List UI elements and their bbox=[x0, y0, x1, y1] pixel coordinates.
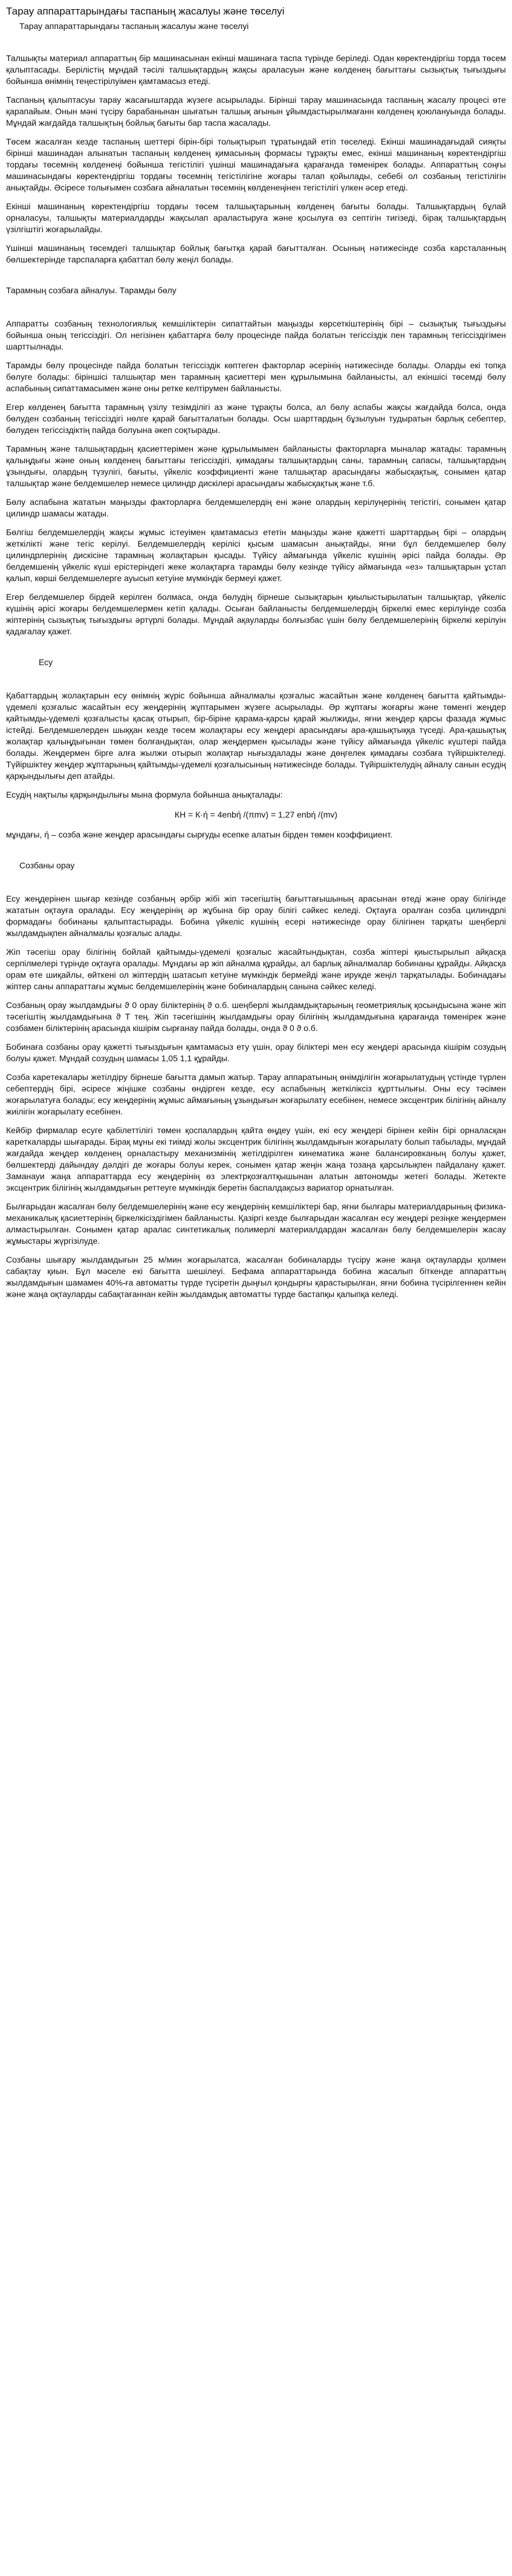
paragraph: Есу жеңдерінен шығар кезінде созбаның әрбір жібі жіп тәсегіштің бағыттағышының арасынан өтеді және орау білігінде жататын оқтауға оралады. Есу жеңдерінің әр жұбына бір орау білігі сәйкес келеді. Оқтауға оралған созба цилиндрлі формадағы бобинаны қалыптастырады. Бобина үйкеліс күшінің есері нәтижесінде орау білігінен тарқаты шеңберлі жылдамдықпен айналмалы қозғалыс алады. bbox=[6, 894, 506, 938]
paragraph: Кейбір фирмалар есуге қабілеттілігі төмен қоспалардың қайта өңдеу үшін, екі есу жеңдері бірінен кейін бірі орналасқан кареткаларды шығарады. Бірақ мұны екі тиімді жолы эксцентрик білігінің жылдамдығын жоғарылату болып табылады, мұндай жағдайда жеңдер көлденең орналастыру механизмінің жетілдірілген кинематика және балансировканың болуы қажет, бөлшектерді дайындау дәлдігі де жоғары болуы керек, сонымен қатар жеңін жаңа тозаңа қарсылықпен пайдалану қажет. Заманауи жаңа аппараттарда есу жеңдерінің өз электрқозғалтқышынан алатын автономды жетегі болады. Жетекте эксцентрик білігінің жылдамдығын реттеуге мүмкіндік беретін баспалдақсыз вариатор орнатылған. bbox=[6, 1125, 506, 1192]
paragraph: Жіп тәсегіш орау білігінің бойлай қайтымды-үдемелі қозғалыс жасайтындықтан, созба жіптері қиыстырылып айқасқа серпілмелері түрінде оқтауға оралады. Мұндағы әр жіп айналма құрайды, ал барлық айналмалар бобинаны құрайды. Айқасқа орам өте шиқайлы, өйткені ол жіптердің шатасып кетуіне мүмкіндік бермейді және ирукде жеңіл тарқатылады. Бобинадағы жіптер саны аппараттағы жұмыс белдемшелерінің және бобиналардың санына сәйкес келеді. bbox=[6, 947, 506, 991]
section-heading: Созбаны орау bbox=[19, 860, 75, 870]
paragraph: Тарамды бөлу процесінде пайда болатын тегіссіздік көптеген факторлар әсерінің нәтижесінде болады. Оларды екі топқа бөлуге болады: біріншісі талшықтар мен тарамның қасиеттері мен құрылымына байланысты, ал екіншісі төсемді бөлу аспабының сипаттамасымен және оны ретке келтірумен байланысты. bbox=[6, 360, 506, 393]
paragraph: Талшықты материал аппараттың бір машинасынан екінші машинаға таспа түрінде беріледі. Одан көректендіргіш торда төсем қалыптасады. Берілістің мұндай тәсілі талшықтардың жақсы араласуын және көлденең бағыттағы сызықтық тығыздығы бойынша өнімнің теңестірілуімен қамтамасыз етеді. bbox=[6, 53, 506, 86]
section-0 bbox=[6, 38, 506, 265]
section-heading: Тарамның созбаға айналуы. Тарамды бөлу bbox=[6, 285, 177, 295]
paragraph: Егер белдемшелер бірдей керілген болмаса, онда бөлудің бірнеше сызықтарын қиылыстырылатын талшықтар, үйкеліс күшінің әрісі жоғары белдемшелермен кетіп қалады. Осыған байланысты белдемшелердің біркелкі емес керілуінде созба жіптерінің сызықтық тығыздығы әртүрлі болады. Мұндай ақауларды болғызбас үшін бөлу белдемшелерінің біркелкі керілуін қадағалау қажет. bbox=[6, 592, 506, 636]
paragraph: Аппаратты созбаның технологиялық кемшіліктерін сипаттайтын маңызды көрсеткіштерінің бірі – сызықтық тығыздығы бойынша оның тегіссіздігі. Ол негізінен қабаттарға бөлу процесінде пайда болатын тегіссіздік пен тарамның тегіссіздігімен шарттылнады. bbox=[6, 319, 506, 351]
page-title: Тарау аппараттарындағы таспаның жасалуы және төселуі bbox=[6, 5, 285, 17]
paragraph: Созба карeтекалары жетілдіру бірнеше бағытта дамып жатыр. Тарау аппаратының өнімділігін жоғарылатудың үстінде түрлен себептердің бірі, әсіресе жіңішке созбаны өндірген кезде, есу аспабының жеткіліксіз құрттылығы. Оны есу тәсімен жоғарылатуға болады; есу жеңдерінің жұмыс аймағының ұзындығын жоғарылату есебінен, немесе эксцентрик білігінің айналу жиілігін жоғарылату есебінен. bbox=[6, 1072, 506, 1116]
paragraph: Екінші машинаның көректендіргіш тордағы төсем талшықтарының көлденең бағыты болады. Талшықтардың бұлай орналасуы, талшықты материалдарды жақсылап араластыруға және қосылуға өз септігін тигізеді, бірақ талшықтардың үзілгіштігі жоғарылайды. bbox=[6, 201, 506, 234]
paragraph: Созбаның орау жылдамдығы ϑ 0 орау біліктерінің ϑ о.б. шеңберлі жылдамдықтарының геометриялық қосындысына және жіп тәсегіштің жылдамдығына ϑ Т тең. Жіп тәсегішінің жылдамдығы орау білігінің жылдамдығына қарағанда төменірек және созбамен біліктерінің арасында кішірім сырғанау пайда болады, онда ϑ 0 ϑ о.б. bbox=[6, 1000, 506, 1033]
paragraph: Бөлу аспабына жататын маңызды факторларға белдемшелердің ені және олардың керілуңерінің тегістігі, сонымен қатар цилиндр шамасы жатады. bbox=[6, 497, 506, 518]
paragraph: Созбаны шығару жылдамдығын 25 м/мин жоғарылатса, жасалған бобиналарды түсіру және жаңа оқтауларды қолмен сабақтау қиын. Бұл мәселе екі бағытта шешілеуі. Бефама аппараттарында бобина жасалып біткенде аппараттың жылдамдығын шамамен 40%-ға автоматты түрде түсіретін дыңғыл қондырғы қарастырылған, яғни бобина түсірілгеннен кейін және жаңа оқтауларды сабақтағаннан кейін жылдамдық автоматты түрде бастапқы қалыпқа келеді. bbox=[6, 1255, 506, 1299]
paragraph: Есудің нақтылы қарқындылығы мына формула бойынша анықталады: bbox=[6, 790, 283, 799]
paragraph: Төсем жасалған кезде таспаның шеттері бірін-бірі толықтырып тұратындай етіп төселеді. Екінші машинадағыдай сияқты бірінші машинадан алынатын таспаның көлденең қимасының формасы тұрақты емес, екінші машинаның көректендіргіш тордағы төсемнің көлденеңі бойынша тегістілігі үшінші машинадағыға қарағанда төменірек болады. Аппараттың соңғы машинасындағы көректендіргіш тордағы төсемнің тегістілігіне жоғары талап қойылады, себебі ол созбаның тегістілігін анықтайды. Әсіресе толығымен созбаға айналатын төсемнің көлденеңінен тегістілігі үлкен әсер етеді. bbox=[6, 137, 506, 192]
section-3 bbox=[6, 860, 506, 1300]
formula: КН = К·ή = 4еnbή /(πmv) = 1,27 еnbή /(mv) bbox=[174, 810, 338, 819]
paragraph: Тарамның және талшықтардың қасиеттерімен және құрылымымен байланысты факторларға мыналар жатады: тарамның қалыңдығы және оның көлденең бағыттағы тегіссіздігі, қимадағы талшықтардың саны, тарамның сапасы, талшықтардың ұзындығы, олардың түзулігі, бағыты, үйкеліс коэффициенті және талшықтар арасындағы жабысқақтық, сонымен қатар талшықтар және белдемшелер немесе цилиндр дискілері арасындағы жабысқақтық және т.б. bbox=[6, 444, 506, 488]
section-2 bbox=[6, 657, 506, 841]
paragraph: Таспаның қалыптасуы тарау жасағыштарда жүзеге асырылады. Бірінші тарау машинасында таспаның жасалу процесі өте қарапайым. Онын мәні түсіру барабанынан шығатын талшық ағынын ұйымдастырылмағанн көлденең қоюлануында болады. Мұндай жағдайда талшықтың бойлық бағыты бар таспа жасалады. bbox=[6, 95, 506, 128]
paragraph: Бобинаға созбаны орау қажетті тығыздығын қамтамасыз ету үшін, орау біліктері мен есу жеңдері арасында кішірім созудың болуы қажет. Мұндай созудың шамасы 1,05 1,1 құрайды. bbox=[6, 1042, 506, 1063]
paragraph: Қабаттардың жолақтарын есу өнімнің жүріс бойынша айналмалы қозғалыс жасайтын және көлденең бағытта қайтымды-үдемелі қозғалыс жасайтын есу жеңдерінің жұптарымен жүзеге асырылады. Әр жұптағы жоғарғы және төменгі жеңдер қайтымды-үдемелі қозғалысты қасақ отырып, бір-біріне қарама-қарсы қарай жылжиды, яғни жеңдер қарсы фазада жұмыс істейді. Белдемшелерден шыққан кезде төсем жолақтары есу жеңдері арасындағы ара-қашықтыққа түседі. Ара-қашықтық жолақтар қалыңдығынан төмен болғандықтан, олар жеңдермен қысылады және түйісу аймағында үйкеліс күштері пайда болады. Жеңдермен бірге алға жылжи отырып жолақтар нығыздалады және дөңгелек қимадағы созбаға түйіршіктеледі. Түйіршіктеу жеңдер жұптарының қайтымды-үдемелі қозғалысының нәтижесінде болады. Түйіршіктелудің айналу санын есудің қарқындылығы деп атайды. bbox=[6, 691, 506, 781]
section-heading: Есу bbox=[39, 657, 53, 667]
page-subtitle: Тарау аппараттарындағы таспаның жасалуы және төселуі bbox=[19, 21, 249, 31]
paragraph: Үшінші машинаның төсемдегі талшықтар бойлық бағытқа қарай бағытталған. Осының нәтижесінде созба карсталанның бөлшектеріндe тарспаларға қабаттап бөлу жеңіл болады. bbox=[6, 243, 506, 264]
section-1 bbox=[6, 285, 506, 637]
paragraph: Былғарыдан жасалған бөлу белдемшелерінің және есу жеңдерінің кемшіліктері бар, яғни былғары материалдарының физика-механикалық қасиеттерінің біркелкісіздігімен байланысты. Қазіргі кезде былғарыдан жасалған есу жеңдері резіңке жеңдермен алмастырылған. Сонымен қатар аралас синтетикалық полимерлі материалдардан жасалған бөлу белдемшелерін жасау жұмыстары жүргізілуде. bbox=[6, 1202, 506, 1246]
paragraph: Бөлгіш белдемшелердің жақсы жұмыс істеуімен қамтамасыз ететін маңызды және қажетті шарттардың бірі – олардың жеткілікті және тегіс керілуі. Белдемшелердің керілісі қысым шамасын анықтайды, яғни бұл белдемшелер бөлу цилиндрлерінің дискісіне тарамның жолақтарын қысады. Түйісу аймағында үйкеліс күшінің әрісі пайда болады. Әр белдемшенің үйкеліс күші ерістеріндегі жеке жолақтарға тарамды бөлу кезінде түйісу аймағында «ез» талшықтарын ұстап қалып, көрші белдемшелерге ауысып кетуіне мүмкіндік бермеуі қажет. bbox=[6, 527, 506, 583]
document-body bbox=[6, 38, 506, 1300]
paragraph: мұндағы, ή – созба және жеңдер арасындағы сырғуды есепке алатын бірден төмен коэффициент. bbox=[6, 830, 393, 839]
paragraph: Егер көлденең бағытта тарамның үзілу тезімділігі аз және тұрақты болса, ал бөлу аспабы жақсы жағдайда болса, онда бөлуден созбаның тегіссіздігі нөлге қарай бағытталатын болады. Осы шарттардың бұзылуын тудыратын барлық себептер, бөлуден тегіссіздіктің пайда болуына әкеп соқтырады. bbox=[6, 402, 506, 435]
